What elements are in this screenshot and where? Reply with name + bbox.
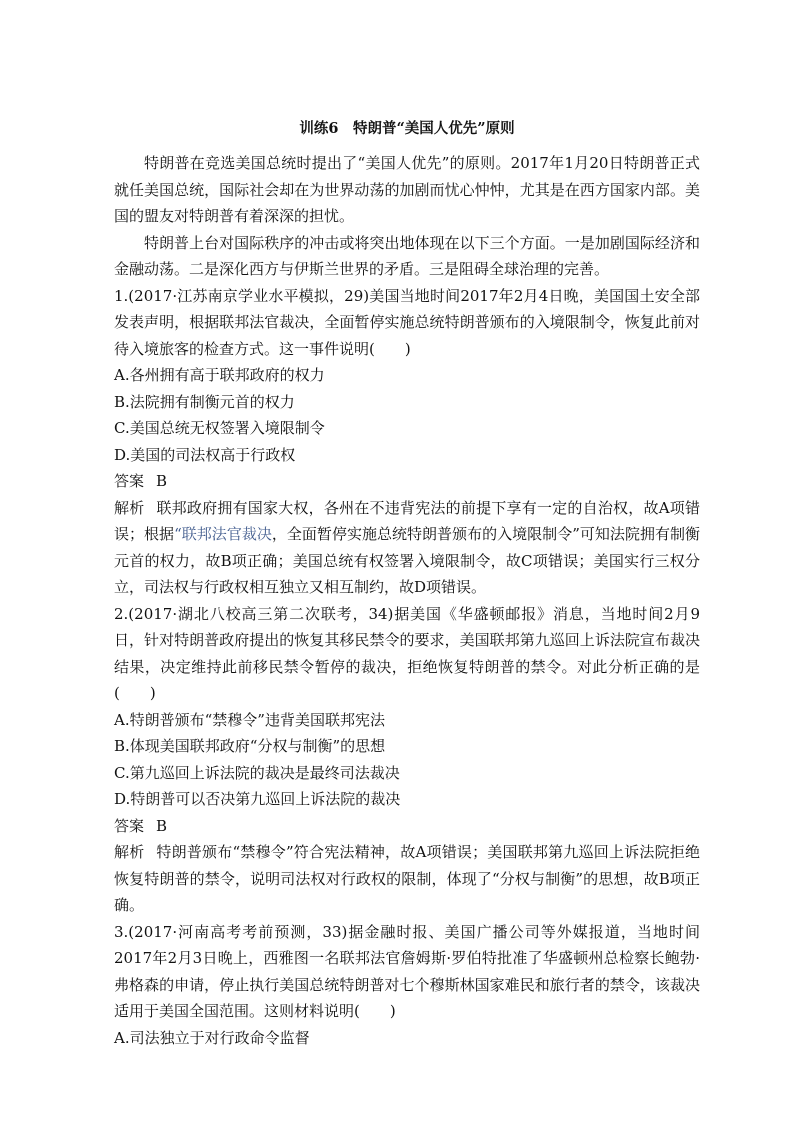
analysis-label: 解析 [114,498,145,517]
question-1-analysis [114,495,700,601]
question-1-analysis-part-1: 联邦政府拥有国家大权，各州在不违背宪法的前提下享有一定的自治权，故A项错误；根据 [114,498,700,543]
question-2-answer-line [114,813,700,840]
question-2-analysis-text: 特朗普颁布“禁穆令”符合宪法精神，故A项错误；美国联邦第九巡回上诉法院拒绝恢复特朗普的禁令，说明司法权对行政权的限制，体现了“分权与制衡”的思想，故B项正确。 [114,843,700,914]
question-1-analysis-highlight: “联邦法官裁决 [174,525,272,543]
question-1-option-c: C.美国总统无权签署入境限制令 [114,419,325,437]
question-1-option-a: A.各州拥有高于联邦政府的权力 [114,366,325,384]
intro-paragraph-2: 特朗普上台对国际秩序的冲击或将突出地体现在以下三个方面。一是加剧国际经济和金融动荡。二是深化西方与伊斯兰世界的矛盾。三是阻碍全球治理的完善。 [114,233,700,278]
question-1-analysis-part-2: ，全面暂停实施总统特朗普颁布的入境限制令”可知法院拥有制衡元首的权力，故B项正确；美国总统有权签署入境限制令，故C项错误；美国实行三权分立，司法权与行政权相互独立又相互制约，故D项错误。 [114,525,701,596]
question-2-answer: B [156,816,168,835]
question-2-option-a: A.特朗普颁布“禁穆令”违背美国联邦宪法 [114,710,385,729]
question-1-answer: B [156,472,168,490]
question-2-analysis [114,839,700,919]
question-1-stem: 1.(2017·江苏南京学业水平模拟，29)美国当地时间2017年2月4日晚，美国国土安全部发表声明，根据联邦法官裁决，全面暂停实施总统特朗普颁布的入境限制令，恢复此前对待入境旅客的检查方式。这一事件说明( ) [114,286,700,358]
question-1-answer-line [114,468,700,495]
document-page [114,116,700,1051]
question-1-option-b: B.法院拥有制衡元首的权力 [114,392,295,411]
page-title: 训练6 特朗普“美国人优先”原则 [299,120,515,137]
question-2-option-d: D.特朗普可以否决第九巡回上诉法院的裁决 [114,790,401,808]
question-3-option-a: A.司法独立于对行政命令监督 [114,1028,310,1047]
question-2-stem: 2.(2017·湖北八校高三第二次联考，34)据美国《华盛顿邮报》消息，当地时间2月9日，针对特朗普政府提出的恢复其移民禁令的要求，美国联邦第九巡回上诉法院宣布裁决结果，决定维持此前移民禁令暂停的裁决，拒绝恢复特朗普的禁令。对此分析正确的是( ) [114,604,700,702]
question-2-option-b: B.体现美国联邦政府“分权与制衡”的思想 [114,737,386,755]
intro-paragraph-1: 特朗普在竞选美国总统时提出了“美国人优先”的原则。2017年1月20日特朗普正式就任美国总统，国际社会却在为世界动荡的加剧而忧心忡忡，尤其是在西方国家内部。美国的盟友对特朗普有着深深的担忧。 [114,154,700,225]
answer-label: 答案 [114,472,145,490]
answer-label: 答案 [114,816,145,835]
question-3-stem: 3.(2017·河南高考考前预测，33)据金融时报、美国广播公司等外媒报道，当地时间2017年2月3日晚上，西雅图一名联邦法官詹姆斯·罗伯特批准了华盛顿州总检察长鲍勃·弗格森的申请，停止执行美国总统特朗普对七个穆斯林国家难民和旅行者的禁令，该裁决适用于美国全国范围。这则材料说明( ) [114,922,700,1020]
analysis-label: 解析 [114,843,145,861]
question-1-option-d: D.美国的司法权高于行政权 [114,445,296,464]
question-2-option-c: C.第九巡回上诉法院的裁决是最终司法裁决 [114,763,400,782]
